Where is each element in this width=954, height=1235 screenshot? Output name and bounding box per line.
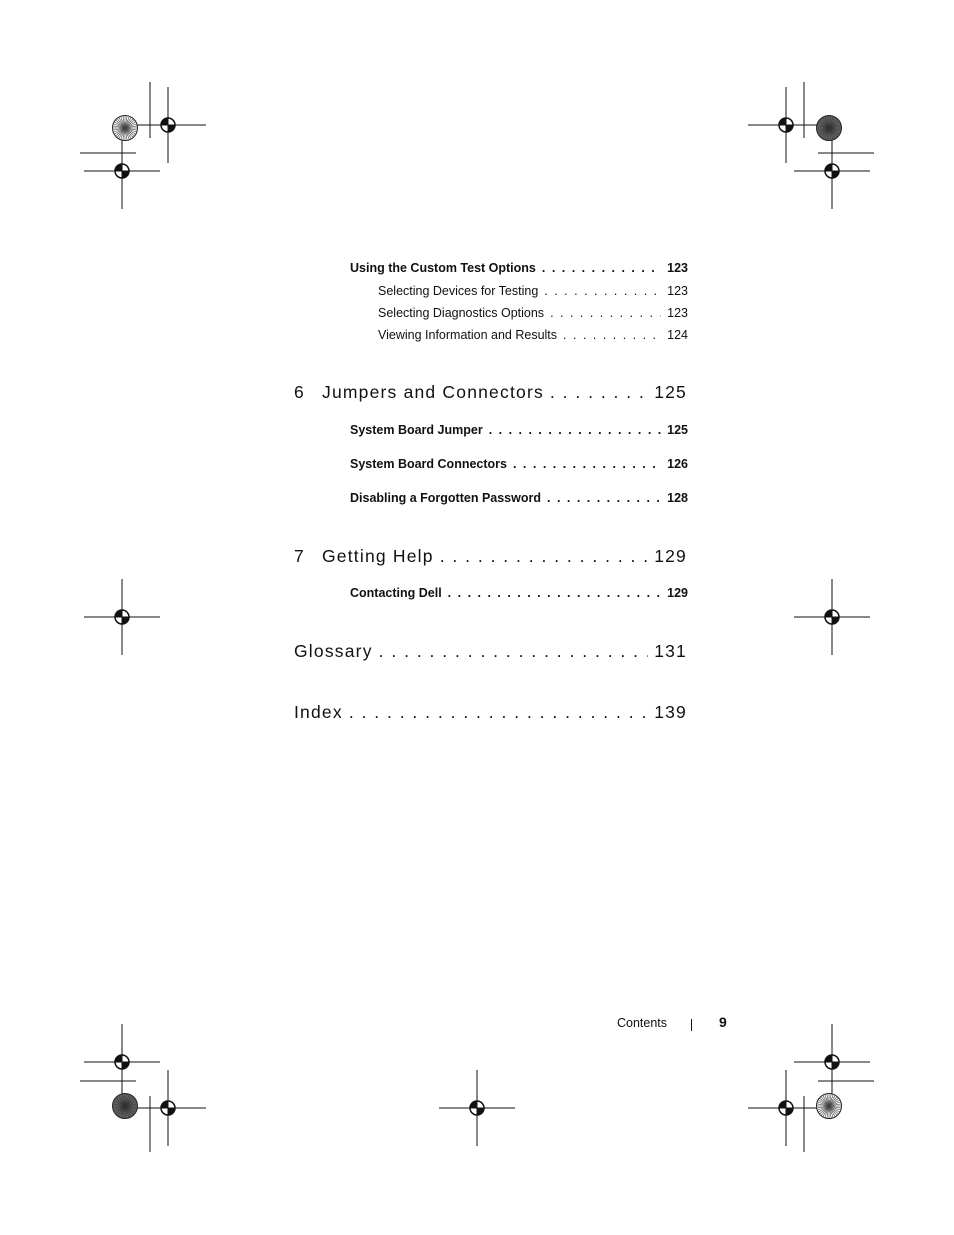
crosshair-target-icon	[748, 1070, 824, 1146]
footer-page-number: 9	[719, 1014, 727, 1030]
toc-chapter-7[interactable]: 7 Getting Help . . . 129	[294, 546, 687, 567]
crosshair-target-icon	[130, 87, 206, 163]
radial-starburst-icon	[113, 116, 138, 141]
toc-entry-system-board-jumper[interactable]: System Board Jumper . . . 125	[350, 423, 688, 437]
dot-leader	[489, 423, 661, 437]
crosshair-target-icon	[84, 133, 160, 209]
toc-entry-forgotten-password[interactable]: Disabling a Forgotten Password . . . 128	[350, 491, 688, 505]
toc-entry-custom-test-options[interactable]: Using the Custom Test Options . . . 123	[350, 261, 688, 275]
toc-entry-viewing-information[interactable]: Viewing Information and Results . . . 124	[378, 328, 688, 342]
footer-section-label: Contents	[617, 1016, 668, 1030]
toc-entry-system-board-connectors[interactable]: System Board Connectors . . . 126	[350, 457, 688, 471]
dot-leader	[563, 328, 661, 342]
toc-chapter-6[interactable]: 6 Jumpers and Connectors . . . 125	[294, 382, 687, 403]
chapter-number: 6	[294, 382, 305, 402]
crosshair-target-icon	[130, 1070, 206, 1146]
crosshair-target-icon	[84, 579, 160, 655]
radial-starburst-icon	[113, 1094, 138, 1119]
toc-glossary[interactable]: Glossary . . . 131	[294, 641, 687, 662]
chapter-title: Jumpers and Connectors	[322, 382, 544, 402]
dot-leader	[349, 702, 648, 723]
chapter-number: 7	[294, 546, 305, 566]
crosshair-target-icon	[794, 1024, 870, 1100]
crosshair-target-icon	[794, 579, 870, 655]
toc-entry-contacting-dell[interactable]: Contacting Dell . . . 129	[350, 586, 688, 600]
dot-leader	[547, 491, 661, 505]
dot-leader	[550, 306, 661, 320]
footer-separator	[691, 1019, 692, 1031]
crosshair-target-icon	[794, 133, 870, 209]
radial-starburst-icon	[817, 1094, 842, 1119]
dot-leader	[544, 284, 661, 298]
dot-leader	[379, 641, 649, 662]
toc-entry-selecting-devices[interactable]: Selecting Devices for Testing . . . 123	[378, 284, 688, 298]
radial-starburst-icon	[817, 116, 842, 141]
dot-leader	[448, 586, 661, 600]
chapter-title: Getting Help	[322, 546, 434, 566]
toc-entry-selecting-diagnostics[interactable]: Selecting Diagnostics Options . . . 123	[378, 306, 688, 320]
dot-leader	[542, 261, 661, 275]
crosshair-target-icon	[439, 1070, 515, 1146]
toc-index[interactable]: Index . . . 139	[294, 702, 687, 723]
dot-leader	[513, 457, 661, 471]
crosshair-target-icon	[84, 1024, 160, 1100]
dot-leader	[440, 546, 649, 567]
crosshair-target-icon	[748, 87, 824, 163]
dot-leader	[550, 382, 648, 403]
